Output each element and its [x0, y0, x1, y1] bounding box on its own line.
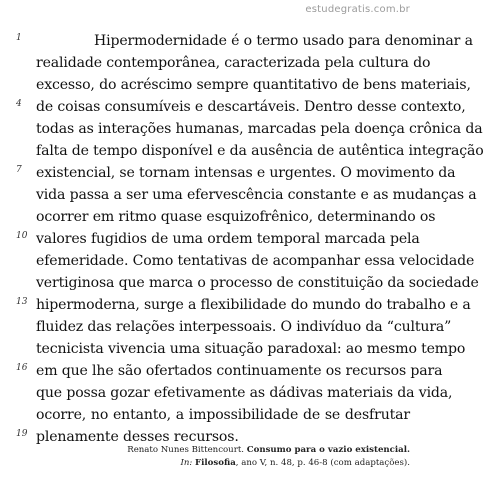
- line-number: 4: [16, 99, 22, 109]
- line-text: ocorre, no entanto, a impossibilidade de se desfrutar: [36, 407, 410, 423]
- line-text: plenamente desses recursos.: [36, 429, 239, 445]
- line-text: excesso, do acréscimo sempre quantitativo de bens materiais,: [36, 77, 471, 93]
- text-line: [0, 360, 443, 382]
- text-line: [0, 140, 484, 162]
- text-line: [0, 382, 453, 404]
- line-text: em que lhe são ofertados continuamente os recursos para: [36, 363, 443, 379]
- line-text: Hipermodernidade é o termo usado para denominar a: [94, 33, 473, 49]
- text-line: [0, 250, 475, 272]
- text-line: [0, 74, 471, 96]
- citation-in-label: In:: [180, 458, 193, 468]
- citation-title: Consumo para o vazio existencial.: [246, 445, 410, 455]
- site-watermark: estudegratis.com.br: [305, 4, 410, 15]
- line-number: 7: [16, 165, 22, 175]
- line-number: 13: [16, 297, 28, 307]
- line-text: vertiginosa que marca o processo de constituição da sociedade: [36, 275, 479, 291]
- text-line: [0, 294, 471, 316]
- line-text: valores fugidios de uma ordem temporal marcada pela: [36, 231, 420, 247]
- line-text: efemeridade. Como tentativas de acompanhar essa velocidade: [36, 253, 475, 269]
- line-text: todas as interações humanas, marcadas pela doença crônica da: [36, 121, 483, 137]
- citation-journal: Filosofia: [195, 458, 236, 468]
- line-number: 19: [16, 429, 28, 439]
- text-line: [0, 96, 466, 118]
- text-line: [0, 162, 456, 184]
- line-text: realidade contemporânea, caracterizada pela cultura do: [36, 55, 431, 71]
- line-text: ocorrer em ritmo quase esquizofrênico, determinando os: [36, 209, 436, 225]
- citation-details: , ano V, n. 48, p. 46-8 (com adaptações).: [235, 458, 410, 468]
- line-text: falta de tempo disponível e da ausência de autêntica integração: [36, 143, 484, 159]
- text-line: [0, 228, 420, 250]
- line-text: que possa gozar efetivamente as dádivas materiais da vida,: [36, 385, 453, 401]
- text-line: [0, 404, 416, 426]
- text-line: [0, 118, 483, 140]
- text-line: [0, 184, 477, 206]
- line-number: 16: [16, 363, 28, 373]
- line-text: existencial, se tornam intensas e urgentes. O movimento da: [36, 165, 456, 181]
- line-text: vida passa a ser uma efervescência constante e as mudanças a: [36, 187, 477, 203]
- text-line: [0, 52, 431, 74]
- line-text: hipermoderna, surge a flexibilidade do mundo do trabalho e a: [36, 297, 471, 313]
- text-line: [0, 30, 473, 52]
- line-text: fluidez das relações interpessoais. O indivíduo da “cultura”: [36, 319, 452, 335]
- text-line: [0, 338, 466, 360]
- line-text: tecnicista vivencia uma situação paradoxal: ao mesmo tempo: [36, 341, 466, 357]
- citation-author: Renato Nunes Bittencourt.: [127, 445, 245, 455]
- line-number: 10: [16, 231, 28, 241]
- line-number: 1: [16, 33, 22, 43]
- text-line: [0, 272, 479, 294]
- line-text: de coisas consumíveis e descartáveis. Dentro desse contexto,: [36, 99, 466, 115]
- source-citation: [50, 444, 410, 470]
- text-line: [0, 206, 436, 228]
- text-line: [0, 316, 452, 338]
